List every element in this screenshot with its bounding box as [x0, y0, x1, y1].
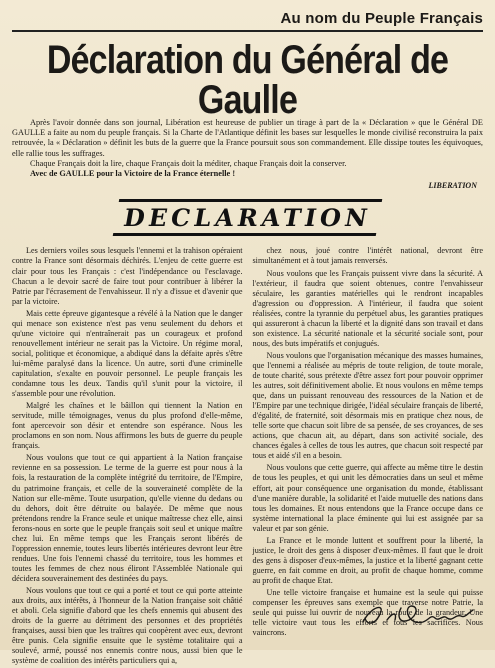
right-paragraph: chez nous, joué contre l'intérêt national, devront être simultanément et à tout jamais renversés. [252, 246, 483, 266]
right-paragraph: Nous voulons que cette guerre, qui affecte au même titre le destin de tous les peuples, et qui unit les démocraties dans un seul et même effort, ait pour conséquence une organisation du monde, établissant d'une manière durable, la solidarité et l'aide mutuelle des nations dans tous les domaines. Et nous entendons que la France occupe dans ce système international la place éminente qui lui est assignée par sa valeur et par son génie. [252, 463, 483, 533]
left-paragraph: Mais cette épreuve gigantesque a révélé à la Nation que le danger qui menace son existence n'est pas venu seulement du dehors et qu'une victoire qui n'entraînerait pas un courageux et profond renouvellement intérieur ne serait pas la Victoire. Un régime moral, social, politique et économique, a abdiqué dans la défaite après s'être lui-même paralysé dans la licence. Un autre, sorti d'une criminelle capitulation, s'exalte en pouvoir personnel. Le peuple français les condamne tous les deux. Tandis qu'il s'unit pour la victoire, il s'assemble pour une révolution. [12, 308, 243, 399]
handwritten-signature [357, 596, 477, 632]
left-paragraph: Nous voulons que tout ce qui appartient à la Nation française revienne en sa possession. Le terme de la guerre est pour nous à la fois, la restauration de la complète intégrité du territoire, de l'Empire, du patrimoine français, et celle de la souveraineté complète de la Nation sur elle-même. Toute usurpation, qu'elle vienne du dedans ou du dehors, doit être détruite ou balayée. De même que nous prétendons rendre la France seule et unique maîtresse chez elle, ainsi ferons-nous en sorte que le peuple français soit seul et unique maître chez lui. En même temps que les Français seront libérés de l'oppression ennemie, toutes leurs libertés intérieures devront leur être rendues. Une fois l'ennemi chassé du territoire, tous les hommes et toutes les femmes de chez nous éliront l'Assemblée Nationale qui décidera souverainement des destinées du pays. [12, 453, 243, 583]
right-paragraph: Nous voulons que les Français puissent vivre dans la sécurité. A l'extérieur, il faudra que soient obtenues, contre l'envahisseur séculaire, les garanties matérielles qui le rendront incapables d'agression ou d'oppression. A l'intérieur, il faudra que soient réalisées, contre la tyrannie du perpétuel abus, les garanties pratiques qui assureront à chacun la liberté et la dignité dans son travail et dans son existence. La sécurité nationale et la sécurité sociale sont, pour nous, des buts impératifs et conjugués. [252, 268, 483, 348]
section-title [12, 199, 483, 236]
introduction [12, 118, 483, 191]
right-paragraph: Nous voulons que l'organisation mécanique des masses humaines, que l'ennemi a réalisée au mépris de toute religion, de toute morale, de toute charité, sous prétexte d'être assez fort pour pouvoir opprimer les autres, soit définitivement abolie. Et nous voulons en même temps que, dans un puissant renouveau des ressources de la Nation et de l'Empire par une technique dirigée, l'idéal séculaire français de liberté, d'égalité, de fraternité, soit désormais mis en pratique chez nous, de telle sorte que chacun soit libre de sa pensée, de ses croyances, de ses actions, que chacun ait, au départ, dans son activité sociale, des chances égales à celles de tous les autres, que chacun soit respecté par tous et aidé s'il en a besoin. [252, 350, 484, 461]
document-title: Déclaration du Général de Gaulle [46, 37, 449, 123]
signature-graphic [357, 596, 477, 632]
intro-paragraph-2: Chaque Français doit la lire, chaque Français doit la méditer, chaque Français doit la conserver. [30, 158, 347, 168]
intro-paragraph-1: Après l'avoir donnée dans son journal, Libération est heureuse de publier un tirage à part de la « Déclaration » que le Général DE GAULLE a faite au nom du peuple français. Si la Charte de l'Atlantique définit les bases sur lesquelles le monde civilisé reconstruira la paix retrouvée, la « Déclaration » définit les buts de la guerre que la France poursuit sous son commandement. Elle dissipe toutes les équivoques, elle rallie tous les suffrages. [12, 118, 483, 158]
right-paragraph: La France et le monde luttent et souffrent pour la liberté, la justice, le droit des gens à disposer d'eux-mêmes. Il faut que le droit des gens à disposer d'eux-mêmes, la justice et la liberté gagnant cette guerre, en fait comme en droit, au profit de chaque homme, comme au profit de chaque Etat. [252, 535, 483, 585]
top-header [12, 10, 483, 32]
intro-paragraph-3: Avec de GAULLE pour la Victoire de la France éternelle ! [30, 169, 236, 179]
left-paragraph: Les derniers voiles sous lesquels l'ennemi et la trahison opéraient contre la France sont désormais déchirés. L'enjeu de cette guerre est clair pour tous les Français : c'est l'indépendance ou l'esclavage. Chacun a le devoir sacré de faire tout pour contribuer à libérer la Patrie par l'écrasement de l'envahisseur. Il n'y a d'issue et d'avenir que par la victoire. [12, 246, 243, 306]
left-paragraph: Nous voulons que tout ce qui a porté et tout ce qui porte atteinte aux droits, aux intérêts, à l'honneur de la Nation française soit châtié et aboli. Cela signifie d'abord que les chefs ennemis qui abusent des droits de la guerre au détriment des personnes et des propriétés françaises, aussi bien que les traîtres qui coopèrent avec eux, devront être punis. Cela signifie ensuite que le système totalitaire qui a soulevé, armé, poussé nos ennemis contre nous, aussi bien que le système de coalition des intérêts particuliers qui a, [12, 585, 243, 666]
right-paragraph: Une telle victoire française et humaine est la seule qui puisse compenser les épreuves sans exemple que traverse notre Patrie, la seule qui puisse lui ouvrir de nouveau la route de la grandeur. Une telle victoire vaut tous les efforts et tous les sacrifices. Nous vaincrons. [252, 587, 483, 638]
left-paragraph: Malgré les chaînes et le bâillon qui tiennent la Nation en servitude, mille témoignages, venus du plus profond d'elle-même, font apercevoir son désir et entendre son espérance. Nous les proclamons en son nom. Nous affirmons les buts de guerre du peuple français. [12, 401, 243, 451]
left-column [12, 246, 243, 668]
header-slogan: Au nom du Peuple Français [280, 10, 483, 27]
intro-signoff: LIBERATION [428, 181, 477, 191]
section-title-text: DECLARATION [113, 199, 382, 236]
